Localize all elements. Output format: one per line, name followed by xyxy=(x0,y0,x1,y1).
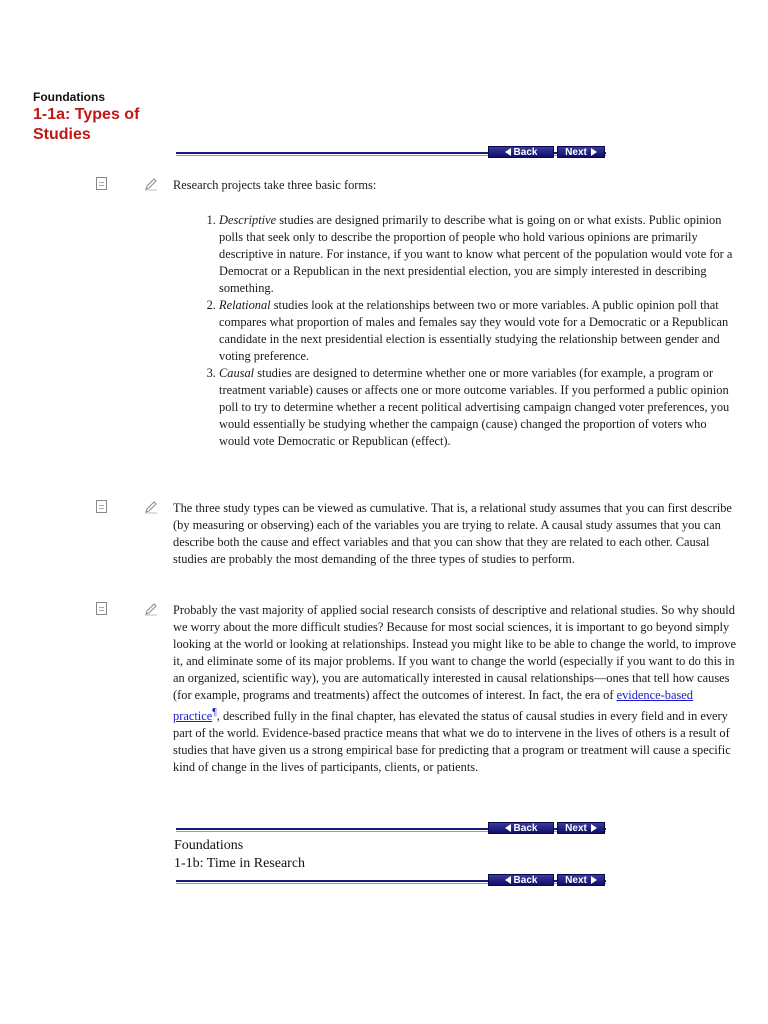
term: Causal xyxy=(219,366,255,380)
back-button-label: Back xyxy=(513,822,538,834)
glossary-link-icon[interactable]: ¶ xyxy=(212,707,217,718)
back-button-label: Back xyxy=(513,874,538,886)
section-label: Foundations xyxy=(33,90,105,104)
next-button-label: Next xyxy=(565,822,587,834)
term: Descriptive xyxy=(219,213,277,227)
document-icon[interactable] xyxy=(96,500,107,513)
back-button[interactable] xyxy=(488,822,554,834)
next-button-label: Next xyxy=(565,874,587,886)
next-button[interactable] xyxy=(557,874,605,886)
pencil-icon[interactable] xyxy=(144,177,158,191)
pencil-icon[interactable] xyxy=(144,602,158,616)
next-button-label: Next xyxy=(565,146,587,158)
term: Relational xyxy=(219,298,271,312)
list-item xyxy=(219,212,736,297)
top-nav-bar xyxy=(176,146,606,158)
paragraph-text xyxy=(173,177,736,450)
back-arrow-icon xyxy=(505,824,511,832)
back-button-label: Back xyxy=(513,146,538,158)
next-arrow-icon xyxy=(591,824,597,832)
para3-text xyxy=(173,602,736,776)
document-icon[interactable] xyxy=(96,177,107,190)
term-description: studies are designed to determine whether one or more variables (for example, a program or treatment variable) causes or affects one or more outcome variables. If you performed a public opinion poll to try to determine whether a recent political advertising campaign changed voter preferences, you would essentially be studying whether the campaign (cause) changed the proportion of voters who would vote Democratic or Republican (effect). xyxy=(219,366,730,448)
evidence-based-practice-link[interactable]: evidence-based practice xyxy=(173,688,693,724)
paragraph-text xyxy=(173,602,736,776)
study-types-list xyxy=(173,212,736,450)
back-arrow-icon xyxy=(505,148,511,156)
footer-next-topic-link[interactable]: 1-1b: Time in Research xyxy=(174,856,306,871)
pencil-icon[interactable] xyxy=(144,500,158,514)
para3-after: , described fully in the final chapter, has elevated the status of causal studies in every field and in every part of the world. Evidence-based practice means that what we do to intervene in the lives of others is a result of studies that have given us a strong empirical base for predicting that a program or treatment will cause a specific kind of change in the lives of participants, clients, or patients. xyxy=(173,709,731,775)
term-description: studies look at the relationships between two or more variables. A public opinion poll that compares what proportion of males and females say they would vote for a Democratic or a Republican candidate in the next presidential election is essentially studying the relationship between gender and voting preference. xyxy=(219,298,729,363)
next-button[interactable] xyxy=(557,146,605,158)
next-arrow-icon xyxy=(591,876,597,884)
back-button[interactable] xyxy=(488,146,554,158)
next-button[interactable] xyxy=(557,822,605,834)
back-button[interactable] xyxy=(488,874,554,886)
next-arrow-icon xyxy=(591,148,597,156)
page-title: 1-1a: Types of Studies xyxy=(33,106,140,143)
list-item xyxy=(219,297,736,365)
para3-before: Probably the vast majority of applied social research consists of descriptive and relational studies. So why should we worry about the more difficult studies? Because for most social sciences, it is important to go beyond simply looking at the world or looking at relationships. Instead you might like to be able to change the world, to improve it, and eliminate some of its major problems. If you want to change the world (especially if you want to do this in an organized, scientific way), you are automatically interested in causal relationships—ones that tell how causes (for example, programs and treatments) affect the outcomes of interest. In fact, the era of xyxy=(173,603,736,702)
para2-text: The three study types can be viewed as cumulative. That is, a relational study assumes that you can first describe (by measuring or observing) each of the variables you are trying to relate. A causal study assumes that you can describe both the cause and effect variables and that you can show that they are related to each other. Causal studies are probably the most demanding of the three types of studies to perform. xyxy=(173,501,732,566)
term-description: studies are designed primarily to describe what is going on or what exists. Public opinion polls that seek only to describe the proportion of people who hold various opinions are primarily descriptive in nature. For instance, if you want to know what percent of the population would vote for a Democrat or a Republican in the next presidential election, you are simply interested in describing something. xyxy=(219,213,733,295)
intro-text: Research projects take three basic forms: xyxy=(173,178,377,192)
footer-section-link[interactable]: Foundations xyxy=(174,838,244,853)
footer-nav-bar xyxy=(176,874,606,886)
bottom-nav-bar xyxy=(176,822,606,834)
paragraph-text xyxy=(173,500,736,568)
document-icon[interactable] xyxy=(96,602,107,615)
list-item xyxy=(219,365,736,450)
back-arrow-icon xyxy=(505,876,511,884)
